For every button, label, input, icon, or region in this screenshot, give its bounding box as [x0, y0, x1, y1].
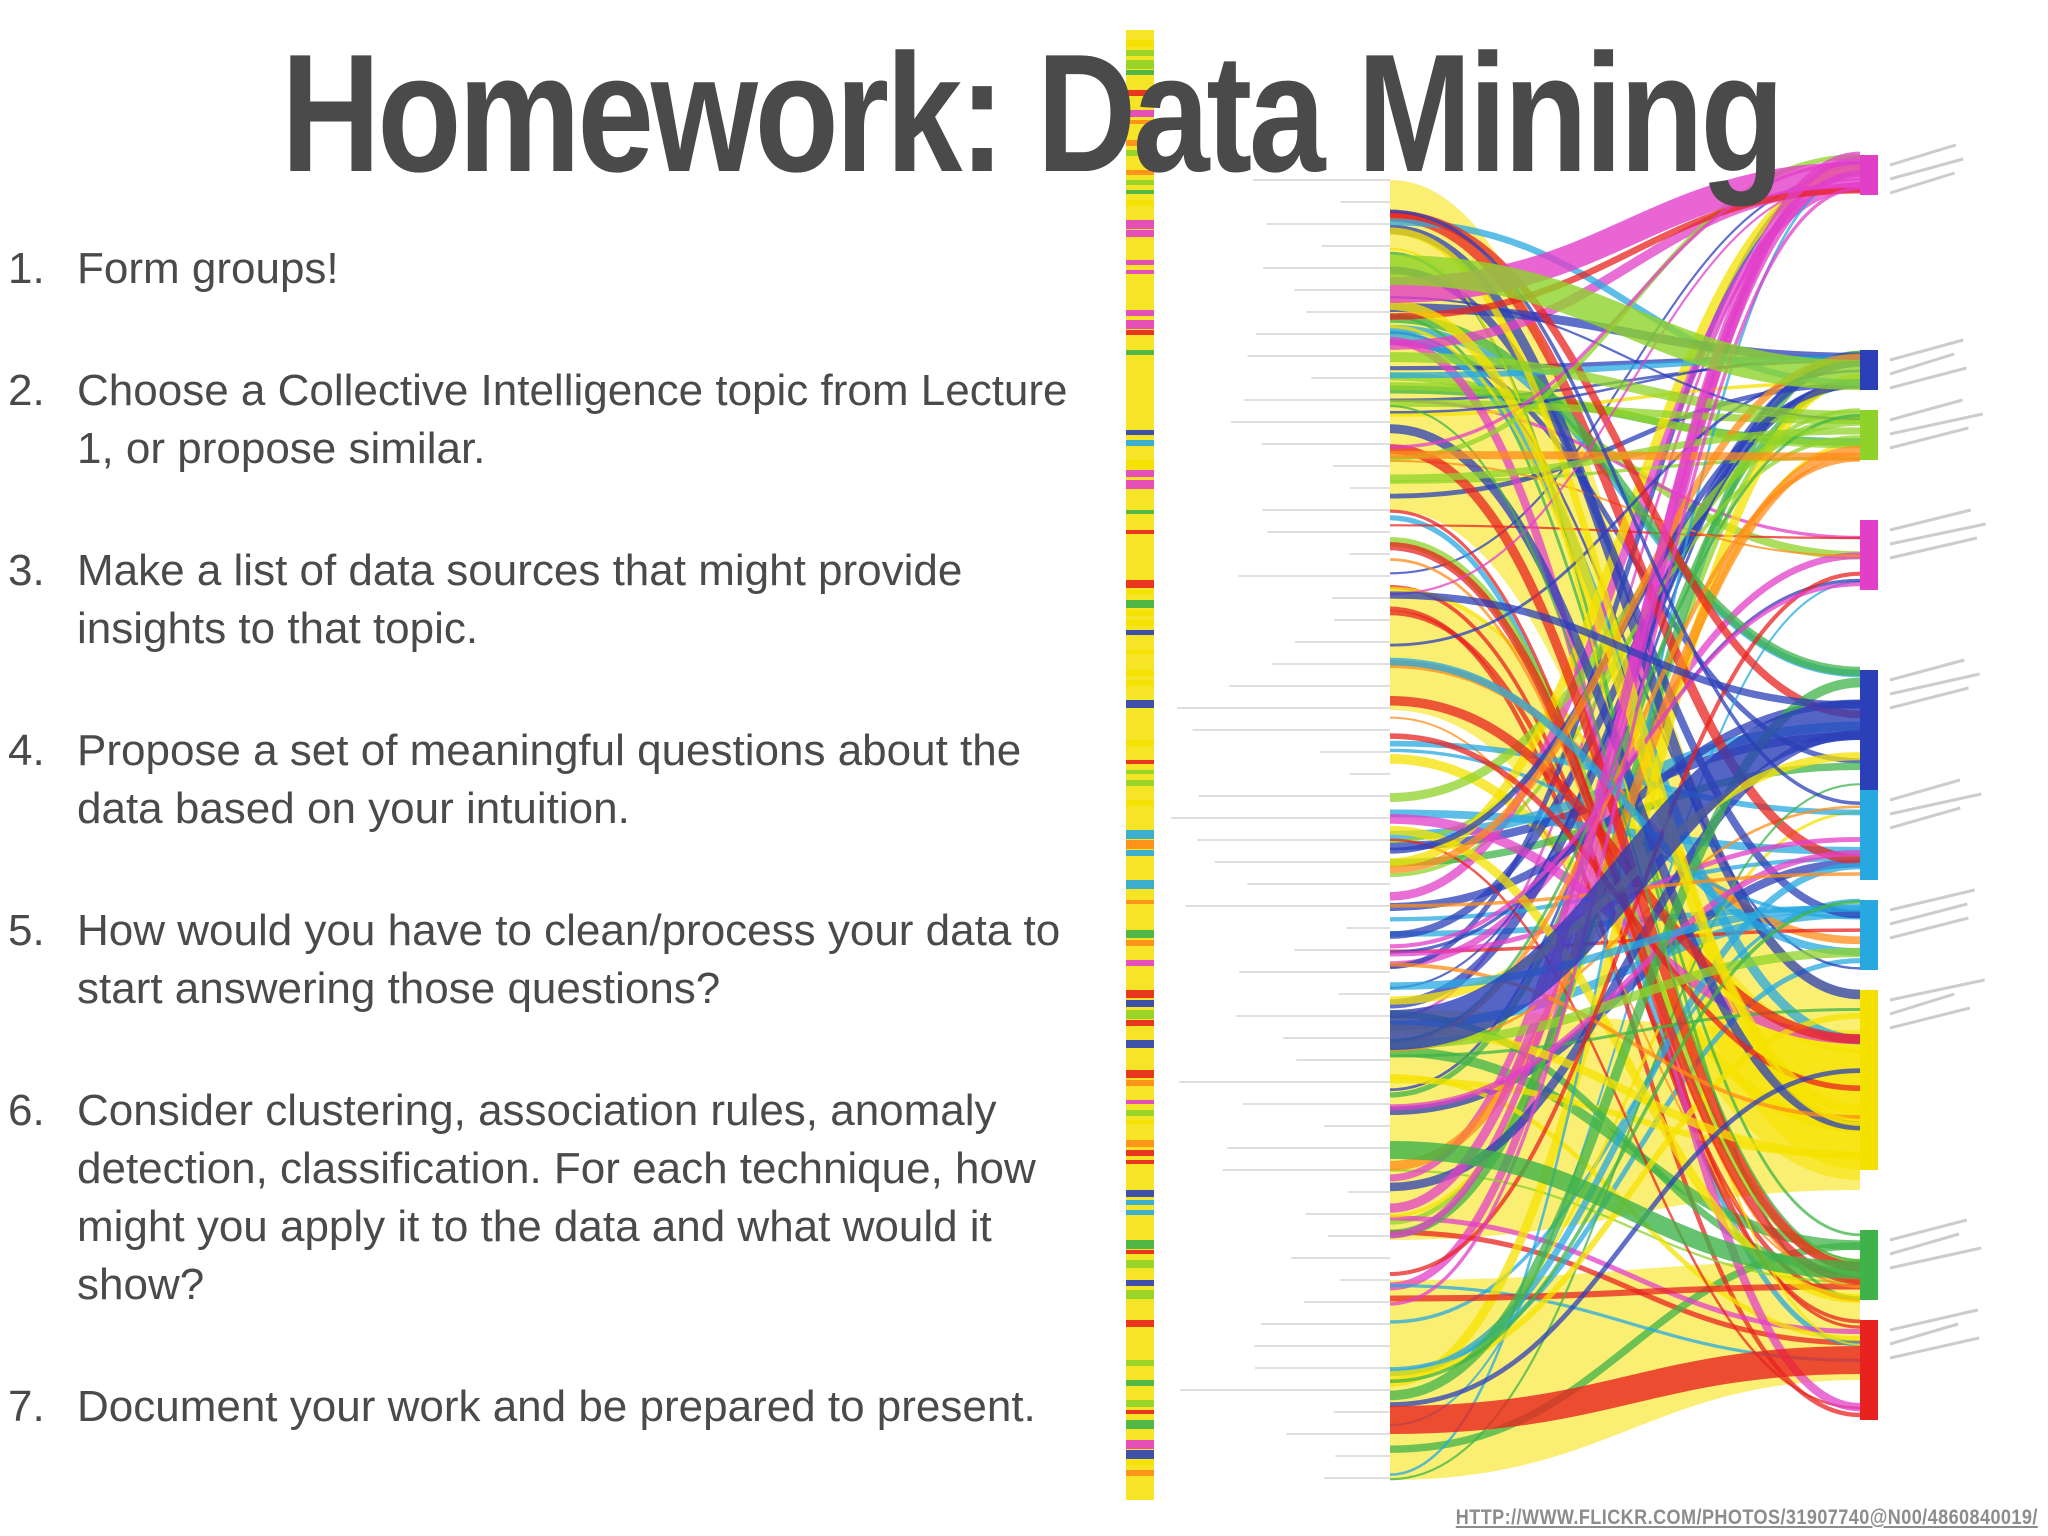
list-item — [0, 902, 1090, 1018]
list-item — [0, 542, 1090, 658]
item-text: Consider clustering, association rules, anomaly detection, classification. For each technique, how might you apply it to the data and what would it show? — [77, 1086, 1036, 1309]
item-text: Choose a Collective Intelligence topic from Lecture 1, or propose similar. — [77, 366, 1068, 473]
flow-bands — [1390, 156, 1860, 1480]
item-number: 7. — [8, 1382, 45, 1431]
axis-ticks — [1171, 180, 1390, 1478]
item-number: 4. — [8, 726, 45, 775]
item-text: Propose a set of meaningful questions about the data based on your intuition. — [77, 726, 1022, 833]
item-number: 5. — [8, 906, 45, 955]
category-color-strip — [1126, 30, 1154, 1500]
list-item — [0, 362, 1090, 478]
item-text: Make a list of data sources that might provide insights to that topic. — [77, 546, 963, 653]
list-item — [0, 240, 1090, 298]
list-item — [0, 1082, 1090, 1314]
target-color-bars — [1860, 155, 1878, 1420]
sankey-flow-diagram-icon — [1090, 30, 2048, 1536]
item-number: 6. — [8, 1086, 45, 1135]
item-text: Form groups! — [77, 244, 339, 293]
item-number: 2. — [8, 366, 45, 415]
item-number: 1. — [8, 244, 45, 293]
task-list — [0, 240, 1090, 1436]
slide-title: Homework: Data Mining — [281, 19, 1782, 207]
list-item — [0, 1378, 1090, 1436]
image-credit-link[interactable]: HTTP://WWW.FLICKR.COM/PHOTOS/31907740@N00/4860840019/ — [1455, 1506, 2038, 1529]
item-number: 3. — [8, 546, 45, 595]
list-item — [0, 722, 1090, 838]
item-text: Document your work and be prepared to present. — [77, 1382, 1036, 1431]
target-labels — [1890, 145, 1986, 1358]
item-text: How would you have to clean/process your data to start answering those questions? — [77, 906, 1061, 1013]
